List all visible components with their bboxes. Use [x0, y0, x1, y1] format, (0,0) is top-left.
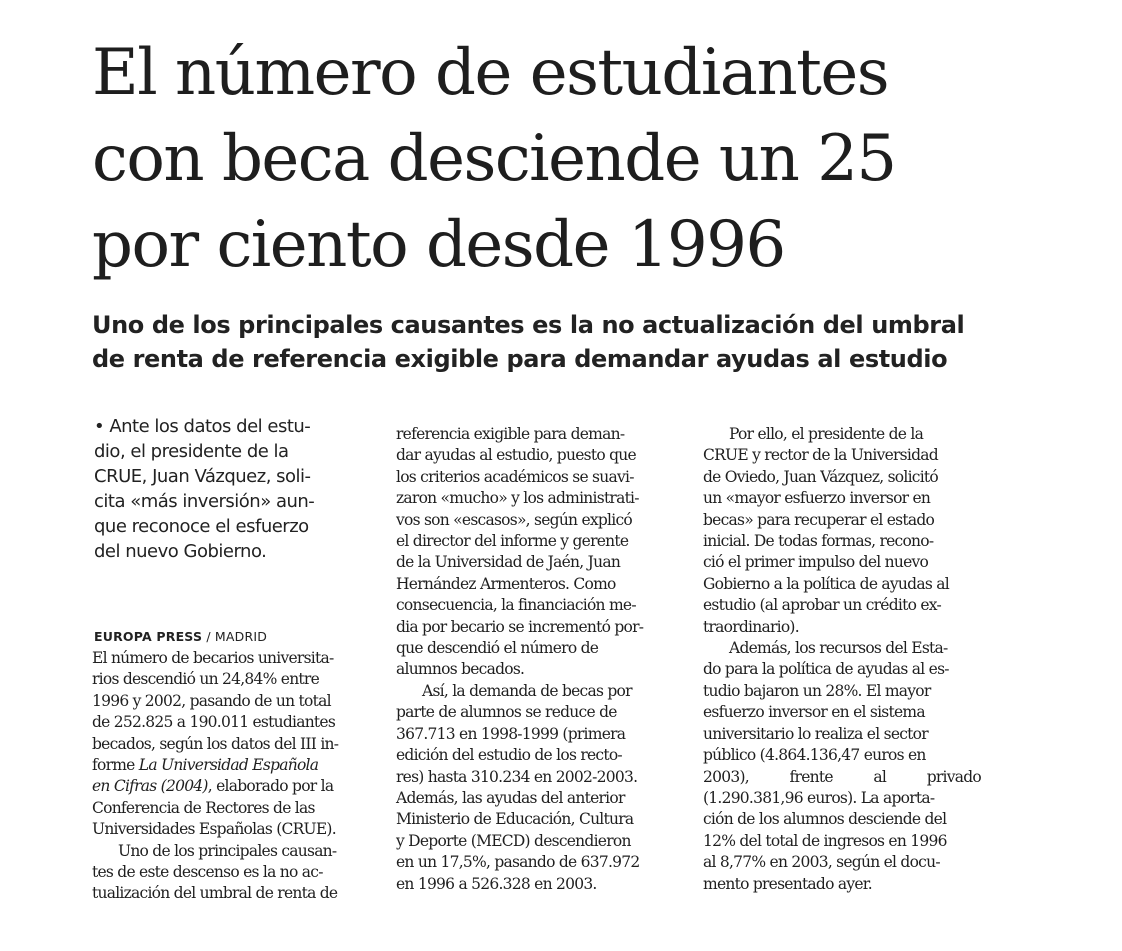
- subheadline: [92, 308, 1092, 376]
- text-line: universitario lo realiza el sector: [703, 724, 928, 743]
- text-line: ció el primer impulso del nuevo: [703, 553, 929, 572]
- text-line: traordinario).: [703, 617, 799, 636]
- text-line: El número de becarios universita-: [92, 649, 334, 667]
- lead-line: del nuevo Gobierno.: [94, 541, 267, 562]
- text-line: [92, 755, 372, 776]
- text-line: zaron «mucho» y los administrati-: [396, 489, 639, 508]
- text-line: Además, los recursos del Esta-: [729, 639, 948, 658]
- subheadline-line: de renta de referencia exigible para demandar ayudas al estudio: [92, 345, 948, 373]
- text-line: en 1996 a 526.328 en 2003.: [396, 874, 597, 893]
- article-column-1: [92, 648, 372, 905]
- text-line: do para la política de ayudas al es-: [703, 660, 949, 679]
- text-line: Gobierno a la política de ayudas al: [703, 574, 949, 593]
- text-segment: forme: [92, 756, 135, 775]
- text-line: parte de alumnos se reduce de: [396, 703, 617, 722]
- text-line: referencia exigible para deman-: [396, 425, 625, 443]
- lead-line: • Ante los datos del estu-: [94, 416, 311, 437]
- text-line: Ministerio de Educación, Cultura: [396, 810, 634, 829]
- text-line: un «mayor esfuerzo inversor en: [703, 489, 931, 508]
- subheadline-line: Uno de los principales causantes es la no actualización del umbral: [92, 311, 965, 339]
- text-line: al 8,77% en 2003, según el docu-: [703, 853, 940, 872]
- byline-separator: /: [202, 629, 215, 644]
- byline: [94, 628, 374, 646]
- text-line: Uno de los principales causan-: [118, 841, 337, 860]
- text-line: (1.290.381,96 euros). La aporta-: [703, 788, 935, 807]
- text-line: 2003), frente al privado: [703, 767, 981, 786]
- lead-line: dio, el presidente de la: [94, 441, 289, 462]
- report-title: La Universidad Española: [138, 756, 319, 775]
- lead-line: que reconoce el esfuerzo: [94, 516, 309, 537]
- lead-line: CRUE, Juan Vázquez, soli-: [94, 466, 311, 487]
- text-line: tudio bajaron un 28%. El mayor: [703, 681, 931, 700]
- text-line: dar ayudas al estudio, puesto que: [396, 446, 636, 465]
- text-line: esfuerzo inversor en el sistema: [703, 703, 925, 722]
- byline-agency: EUROPA PRESS: [94, 629, 203, 644]
- text-line: inicial. De todas formas, recono-: [703, 532, 934, 551]
- lead-line: cita «más inversión» aun-: [94, 491, 315, 512]
- text-line: rios descendió un 24,84% entre: [92, 670, 319, 689]
- text-line: alumnos becados.: [396, 660, 525, 679]
- text-line: Así, la demanda de becas por: [422, 681, 632, 700]
- text-line: edición del estudio de los recto-: [396, 746, 622, 765]
- text-line: [92, 776, 372, 797]
- text-line: Conferencia de Rectores de las: [92, 798, 315, 817]
- text-line: Hernández Armenteros. Como: [396, 574, 616, 593]
- text-line: estudio (al aprobar un crédito ex-: [703, 596, 941, 615]
- text-line: el director del informe y gerente: [396, 532, 629, 551]
- text-line: Universidades Españolas (CRUE).: [92, 820, 336, 839]
- text-line: público (4.864.136,47 euros en: [703, 746, 926, 765]
- article-column-3: [703, 424, 981, 895]
- text-line: y Deporte (MECD) descendieron: [396, 831, 631, 850]
- text-line: de Oviedo, Juan Vázquez, solicitó: [703, 467, 938, 486]
- text-line: de la Universidad de Jaén, Juan: [396, 553, 621, 572]
- text-line: 1996 y 2002, pasando de un total: [92, 691, 331, 710]
- text-line: 12% del total de ingresos en 1996: [703, 831, 947, 850]
- text-line: Por ello, el presidente de la: [729, 425, 924, 443]
- text-line: consecuencia, la financiación me-: [396, 596, 636, 615]
- text-line: en un 17,5%, pasando de 637.972: [396, 853, 640, 872]
- text-line: ción de los alumnos desciende del: [703, 810, 947, 829]
- headline-line: con beca desciende un 25: [92, 122, 896, 196]
- text-line: tes de este descenso es la no ac-: [92, 863, 323, 882]
- text-line: que descendió el número de: [396, 639, 599, 658]
- text-line: mento presentado ayer.: [703, 874, 872, 893]
- lead-summary: [94, 414, 356, 564]
- text-line: becados, según los datos del III in-: [92, 734, 339, 753]
- text-line: dia por becario se incrementó por-: [396, 617, 644, 636]
- text-line: 367.713 en 1998-1999 (primera: [396, 724, 626, 743]
- report-title: en Cifras (2004): [92, 777, 208, 796]
- text-line: becas» para recuperar el estado: [703, 510, 935, 529]
- headline-line: El número de estudiantes: [92, 36, 889, 110]
- article-column-2: [396, 424, 676, 895]
- text-line: de 252.825 a 190.011 estudiantes: [92, 713, 336, 732]
- byline-location: MADRID: [214, 629, 268, 644]
- text-line: res) hasta 310.234 en 2002-2003.: [396, 767, 638, 786]
- text-line: los criterios académicos se suavi-: [396, 467, 634, 486]
- text-line: CRUE y rector de la Universidad: [703, 446, 938, 465]
- text-line: vos son «escasos», según explicó: [396, 510, 632, 529]
- text-segment: , elaborado por la: [207, 777, 334, 796]
- text-line: tualización del umbral de renta de: [92, 884, 338, 903]
- text-line: Además, las ayudas del anterior: [396, 788, 625, 807]
- headline: [92, 30, 1092, 288]
- headline-line: por ciento desde 1996: [92, 208, 785, 282]
